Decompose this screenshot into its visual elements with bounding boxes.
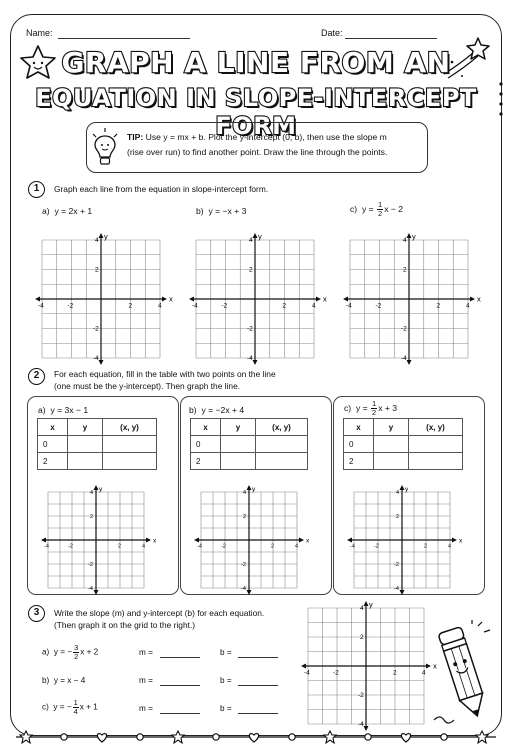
section-2-instruction <box>54 369 276 392</box>
table-header-row <box>38 419 157 436</box>
problem-letter: a) <box>38 405 46 415</box>
x-tick-label: 2 <box>424 543 428 550</box>
heart-decor-icon <box>249 734 258 742</box>
tip-text-line-1: Use y = mx + b. Plot the y-intercept (0, b), then use the slope m <box>145 132 387 142</box>
y-cell[interactable] <box>374 453 409 470</box>
problem-letter: c) <box>350 203 358 214</box>
numerator: 1 <box>378 200 383 209</box>
x-tick-label: 4 <box>422 669 426 677</box>
x-tick-label: 2 <box>271 543 275 550</box>
coordinate-grid-2a[interactable] <box>44 486 157 592</box>
y-tick-label: 4 <box>243 490 247 496</box>
header-x: x <box>191 419 221 436</box>
section-1-instruction: Graph each line from the equation in slope-intercept form. <box>54 184 269 194</box>
numerator: 1 <box>73 698 78 707</box>
problem-3a <box>42 644 98 661</box>
y-tick-label: 4 <box>95 237 99 244</box>
y-axis-label: y <box>104 232 108 241</box>
problem-2a <box>38 405 88 415</box>
denominator: 2 <box>74 652 79 661</box>
b-answer-field[interactable] <box>238 685 278 686</box>
y-axis-label: y <box>412 232 416 241</box>
x-tick-label: 2 <box>118 543 122 550</box>
x-tick-label: -2 <box>67 302 74 310</box>
header-xy: (x, y) <box>409 419 463 436</box>
problem-3b <box>42 676 85 685</box>
x-tick-label: -4 <box>44 543 49 550</box>
x-tick-label: -2 <box>374 543 379 550</box>
x-cell: 2 <box>191 453 221 470</box>
equation-end: x + 3 <box>378 402 398 413</box>
x-tick-label: 4 <box>295 543 299 550</box>
x-tick-label: -2 <box>375 302 382 310</box>
problem-letter: c) <box>42 702 49 712</box>
m-answer-field[interactable] <box>160 685 200 686</box>
problem-2c <box>344 400 397 417</box>
equation-end: x − 2 <box>384 203 404 214</box>
x-tick-label: -2 <box>68 543 73 550</box>
y-cell[interactable] <box>68 453 103 470</box>
numerator: 1 <box>372 399 377 408</box>
y-tick-label: 4 <box>360 605 364 612</box>
xy-cell[interactable] <box>103 453 157 470</box>
m-label: m = <box>139 704 153 713</box>
heart-decor-icon <box>401 734 410 742</box>
y-cell[interactable] <box>221 453 256 470</box>
instruction-line-2: (one must be the y-intercept). Then graph the line. <box>54 380 241 391</box>
denominator: 2 <box>378 209 383 218</box>
x-axis-label: x <box>477 294 481 304</box>
problem-letter: b) <box>189 405 197 415</box>
b-answer-field[interactable] <box>238 657 278 658</box>
circle-decor-icon <box>213 734 219 740</box>
x-axis-label: x <box>153 537 157 545</box>
x-cell: 0 <box>344 436 374 453</box>
points-table-2c <box>343 418 463 470</box>
y-tick-label: -2 <box>401 325 407 333</box>
star-decor-icon <box>324 731 336 743</box>
problem-2b <box>189 405 244 415</box>
x-tick-label: -2 <box>221 543 226 550</box>
points-table-2b <box>190 418 308 470</box>
xy-cell[interactable] <box>256 436 308 453</box>
date-label: Date: <box>321 28 343 38</box>
problem-letter: a) <box>42 206 50 216</box>
problem-letter: a) <box>42 647 50 657</box>
y-axis-label: y <box>405 486 409 493</box>
fraction <box>377 201 383 218</box>
x-tick-label: -4 <box>350 543 355 550</box>
y-tick-label: -4 <box>358 721 364 728</box>
section-3-number: 3 <box>28 605 45 622</box>
section-2-number: 2 <box>28 368 45 385</box>
problem-1b <box>196 206 246 216</box>
y-tick-label: -2 <box>241 562 246 568</box>
equation-end: x + 1 <box>79 702 98 712</box>
m-label: m = <box>139 648 153 657</box>
y-axis-label: y <box>258 232 262 241</box>
equation-start: y = − <box>53 702 72 712</box>
y-tick-label: 2 <box>90 514 94 520</box>
circle-decor-icon <box>365 734 371 740</box>
coordinate-grid-1a[interactable] <box>38 232 173 362</box>
section-3-instruction <box>54 608 264 631</box>
b-label: b = <box>220 648 232 657</box>
y-tick-label: -2 <box>247 325 253 333</box>
coordinate-grid-1b[interactable] <box>192 232 327 362</box>
equation: y = 3x − 1 <box>50 405 89 415</box>
star-decor-icon <box>476 731 488 743</box>
x-tick-label: -4 <box>346 302 352 310</box>
table-row <box>191 453 308 470</box>
equation-start: y = − <box>53 647 73 657</box>
x-axis-label: x <box>169 294 173 304</box>
y-tick-label: -2 <box>394 562 399 568</box>
x-tick-label: 4 <box>142 543 146 550</box>
y-tick-label: 2 <box>95 266 99 274</box>
y-cell[interactable] <box>68 436 103 453</box>
star-decor-icon <box>20 731 32 743</box>
b-label: b = <box>220 704 232 713</box>
circle-decor-icon <box>441 734 447 740</box>
lightbulb-icon <box>90 126 120 168</box>
table-row <box>38 436 157 453</box>
x-tick-label: -2 <box>333 669 339 677</box>
equation-end: x + 2 <box>80 647 99 657</box>
problem-1a <box>42 206 92 216</box>
x-tick-label: 4 <box>448 543 452 550</box>
x-tick-label: -2 <box>221 302 228 310</box>
coordinate-grid-1c[interactable] <box>346 232 481 362</box>
section-1-number: 1 <box>28 181 45 198</box>
star-decor-icon <box>172 731 184 743</box>
table-row <box>191 436 308 453</box>
xy-cell[interactable] <box>256 453 308 470</box>
problem-letter: b) <box>42 676 50 685</box>
header-xy: (x, y) <box>103 419 157 436</box>
table-header-row <box>344 419 463 436</box>
equation: y = −2x + 4 <box>201 405 245 415</box>
title-line-1: GRAPH A LINE FROM AN <box>61 46 451 79</box>
y-tick-label: 2 <box>396 514 400 520</box>
x-tick-label: 2 <box>393 669 397 677</box>
x-axis-label: x <box>323 294 327 304</box>
problem-3c <box>42 699 98 716</box>
equation: y = x − 4 <box>53 676 86 685</box>
tip-text-line-2: (rise over run) to find another point. Draw the line through the points. <box>127 147 388 157</box>
tip-label: TIP: <box>127 132 144 142</box>
xy-cell[interactable] <box>103 436 157 453</box>
xy-cell[interactable] <box>409 436 463 453</box>
x-tick-label: 2 <box>128 302 133 310</box>
y-axis-label: y <box>369 600 373 609</box>
y-tick-label: -4 <box>88 586 93 592</box>
header-x: x <box>38 419 68 436</box>
coordinate-grid-3[interactable] <box>304 600 437 728</box>
instruction-line-1: For each equation, fill in the table with two points on the line <box>54 369 276 379</box>
denominator: 4 <box>73 707 78 716</box>
equation-start: y = <box>355 402 371 413</box>
y-tick-label: 4 <box>90 490 94 496</box>
x-axis-label: x <box>459 537 463 545</box>
y-axis-label: y <box>99 486 103 493</box>
y-cell[interactable] <box>221 436 256 453</box>
x-tick-label: 4 <box>312 302 316 310</box>
x-axis-label: x <box>306 537 310 545</box>
y-tick-label: -2 <box>93 325 99 333</box>
y-tick-label: 2 <box>249 266 253 274</box>
x-tick-label: -4 <box>38 302 44 310</box>
equation: y = 2x + 1 <box>54 206 93 216</box>
b-label: b = <box>220 676 232 685</box>
header-y: y <box>374 419 409 436</box>
title-line-2: EQUATION IN SLOPE-INTERCEPT FORM <box>35 84 477 140</box>
instruction-line-1: Write the slope (m) and y-intercept (b) for each equation. <box>54 608 265 618</box>
circle-decor-icon <box>289 734 295 740</box>
table-header-row <box>191 419 308 436</box>
y-tick-label: 2 <box>360 634 364 641</box>
x-tick-label: -4 <box>304 669 310 677</box>
x-cell: 2 <box>344 453 374 470</box>
y-tick-label: 2 <box>243 514 247 520</box>
fraction <box>371 400 377 417</box>
x-tick-label: 2 <box>282 302 287 310</box>
problem-1c <box>350 201 403 218</box>
header-x: x <box>344 419 374 436</box>
y-tick-label: -4 <box>247 355 253 362</box>
table-row <box>38 453 157 470</box>
x-tick-label: 2 <box>436 302 441 310</box>
m-answer-field[interactable] <box>160 713 200 714</box>
x-tick-label: 4 <box>466 302 470 310</box>
table-row <box>344 436 463 453</box>
x-tick-label: 4 <box>158 302 162 310</box>
x-cell: 2 <box>38 453 68 470</box>
name-label: Name: <box>26 28 53 38</box>
header-xy: (x, y) <box>256 419 308 436</box>
b-answer-field[interactable] <box>238 713 278 714</box>
y-tick-label: -4 <box>93 355 99 362</box>
fraction <box>73 699 79 716</box>
equation-start: y = <box>361 203 377 214</box>
y-tick-label: 4 <box>249 237 253 244</box>
header-y: y <box>221 419 256 436</box>
name-field[interactable] <box>58 38 190 39</box>
y-tick-label: -2 <box>88 562 93 568</box>
denominator: 2 <box>372 408 377 417</box>
x-tick-label: -4 <box>192 302 198 310</box>
y-tick-label: 4 <box>403 237 407 244</box>
circle-decor-icon <box>137 734 143 740</box>
numerator: 3 <box>74 643 79 652</box>
m-label: m = <box>139 676 153 685</box>
x-tick-label: -4 <box>197 543 202 550</box>
y-axis-label: y <box>252 486 256 493</box>
fraction <box>73 644 79 661</box>
pencil-mascot-icon <box>432 620 496 730</box>
xy-cell[interactable] <box>409 453 463 470</box>
header-y: y <box>68 419 103 436</box>
coordinate-grid-2b[interactable] <box>197 486 310 592</box>
circle-decor-icon <box>61 734 67 740</box>
x-axis-label: x <box>433 661 437 671</box>
y-tick-label: -4 <box>394 586 399 592</box>
points-table-2a <box>37 418 157 470</box>
side-dots-decor <box>497 80 507 140</box>
x-cell: 0 <box>191 436 221 453</box>
heart-decor-icon <box>97 734 106 742</box>
y-cell[interactable] <box>374 436 409 453</box>
table-row <box>344 453 463 470</box>
tip-box <box>86 122 428 173</box>
instruction-line-2: (Then graph it on the grid to the right.) <box>54 619 196 630</box>
y-tick-label: -2 <box>358 692 364 699</box>
m-answer-field[interactable] <box>160 657 200 658</box>
y-tick-label: -4 <box>241 586 246 592</box>
problem-letter: c) <box>344 402 352 413</box>
problem-letter: b) <box>196 206 204 216</box>
equation: y = −x + 3 <box>208 206 247 216</box>
y-tick-label: 4 <box>396 490 400 496</box>
coordinate-grid-2c[interactable] <box>350 486 463 592</box>
x-cell: 0 <box>38 436 68 453</box>
date-field[interactable] <box>345 38 437 39</box>
y-tick-label: 2 <box>403 266 407 274</box>
y-tick-label: -4 <box>401 355 407 362</box>
